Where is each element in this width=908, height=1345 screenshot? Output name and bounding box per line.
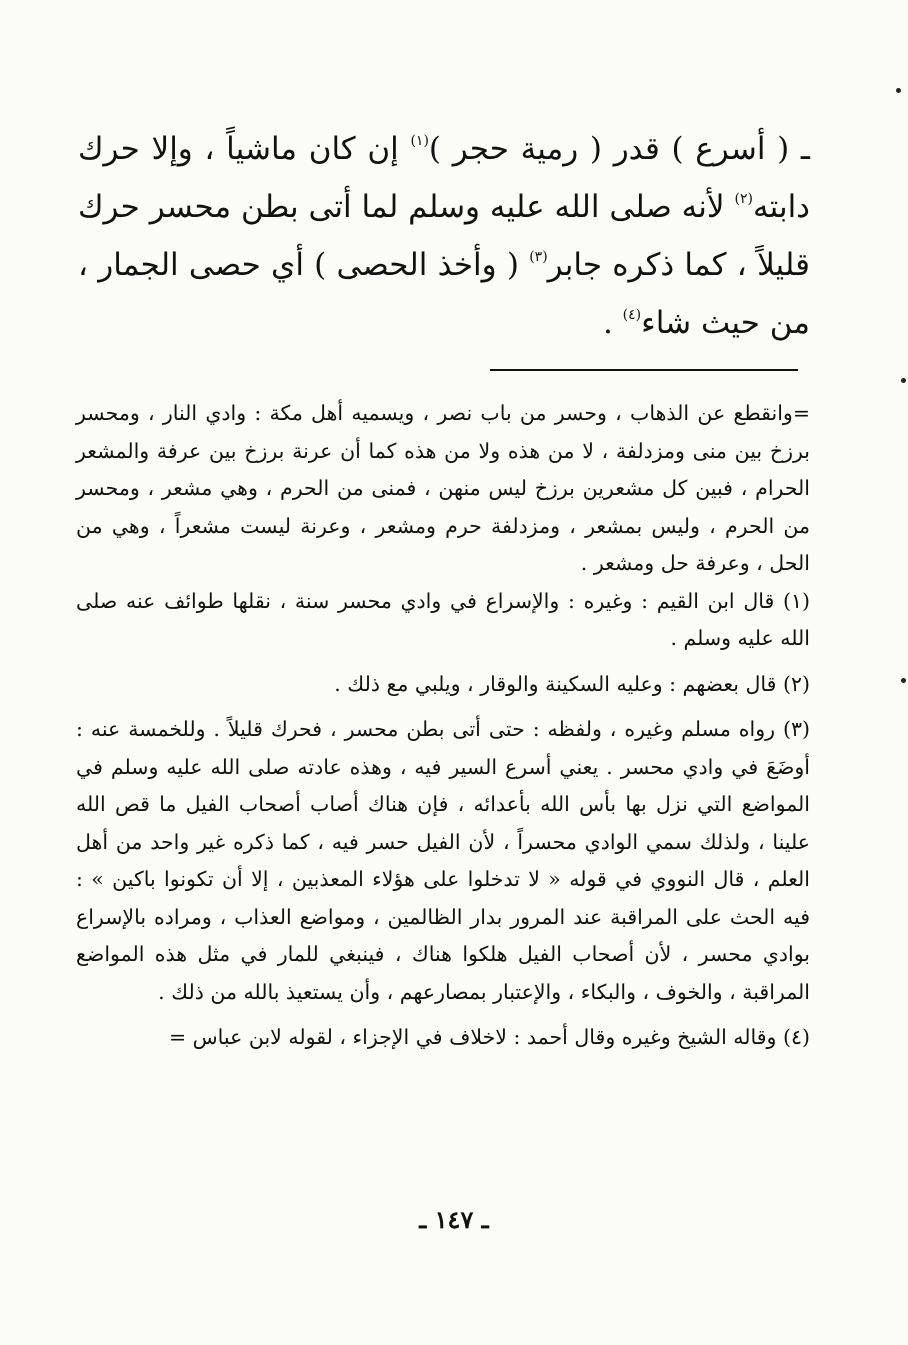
footnote-continuation: =وانقطع عن الذهاب ، وحسر من باب نصر ، ويسميه أهل مكة : وادي النار ، ومحسر برزخ بين منى ومزدلفة ، لا من هذه ولا من هذه كما أن عرنة برزخ بين عرفة والمشعر الحرام ، فبين كل مشعرين برزخ ليس منهن ، فمنى من الحرم ، وهي مشعر ، ومحسر من الحرم ، وليس بمشعر ، ومزدلفة حرم ومشعر ، وعرنة ليست مشعراً ، وهي من الحل ، وعرفة حل ومشعر . [76, 401, 810, 575]
footnote-3: (٣) رواه مسلم وغيره ، ولفظه : حتى أتى بطن محسر ، فحرك قليلاً . وللخمسة عنه : أوضَعَ في وادي محسر . يعني أسرع السير فيه ، وهذه عادته صلى الله عليه وسلم في المواضع التي نزل بها بأس الله بأعدائه ، فإن هناك أصاب أصحاب الفيل ما قص الله علينا ، ولذلك سمي الوادي محسراً ، لأن الفيل حسر فيه ، كما ذكره غير واحد من أهل العلم ، قال النووي في قوله « لا تدخلوا على هؤلاء المعذبين ، إلا أن تكونوا باكين » : فيه الحث على المراقبة عند المرور بدار الظالمين ، ومواضع العذاب ، ومراده بالإسراع بوادي محسر ، لأن أصحاب الفيل هلكوا هناك ، فينبغي للمار في مثل هذه المواضع المراقبة ، والخوف ، والبكاء ، والإعتبار بمصارعهم ، وأن يستعيذ بالله من ذلك . [76, 717, 810, 1004]
main-paragraph [78, 120, 810, 352]
footnote-4: (٤) وقاله الشيخ وغيره وقال أحمد : لاخلاف في الإجزاء ، لقوله لابن عباس = [168, 1025, 810, 1049]
main-text-segment: . [602, 305, 623, 341]
margin-mark [896, 88, 901, 93]
page-number: ـ ١٤٧ ـ [419, 1205, 489, 1234]
footnote-marker: (١) [410, 133, 429, 149]
margin-mark [901, 378, 906, 383]
footnote-marker: (٢) [734, 191, 753, 207]
footnote-2: (٢) قال بعضهم : وعليه السكينة والوقار ، ويلبي مع ذلك . [334, 671, 810, 696]
footnote-marker: (٣) [529, 249, 548, 265]
footnotes [76, 395, 810, 1065]
main-text-segment: لأنه صلى الله عليه وسلم لما أتى بطن محسر حرك قليلاً ، كما ذكره جابر [78, 189, 810, 283]
main-text-segment: ( وأخذ الحصى ) أي حصى الجمار ، من حيث شاء [78, 247, 810, 341]
footnote-marker: (٤) [622, 307, 642, 323]
margin-mark [901, 678, 906, 683]
main-text-segment: إن كان ماشياً ، وإلا حرك دابته [78, 131, 810, 225]
footnote-separator [490, 369, 798, 371]
footnote-1: (١) قال ابن القيم : وغيره : والإسراع في وادي محسر سنة ، نقلها طوائف عنه صلى الله عليه وسلم . [76, 588, 810, 650]
main-text [78, 120, 810, 352]
main-text-segment: ـ ( أسرع ) قدر ( رمية حجر ) [428, 131, 810, 167]
